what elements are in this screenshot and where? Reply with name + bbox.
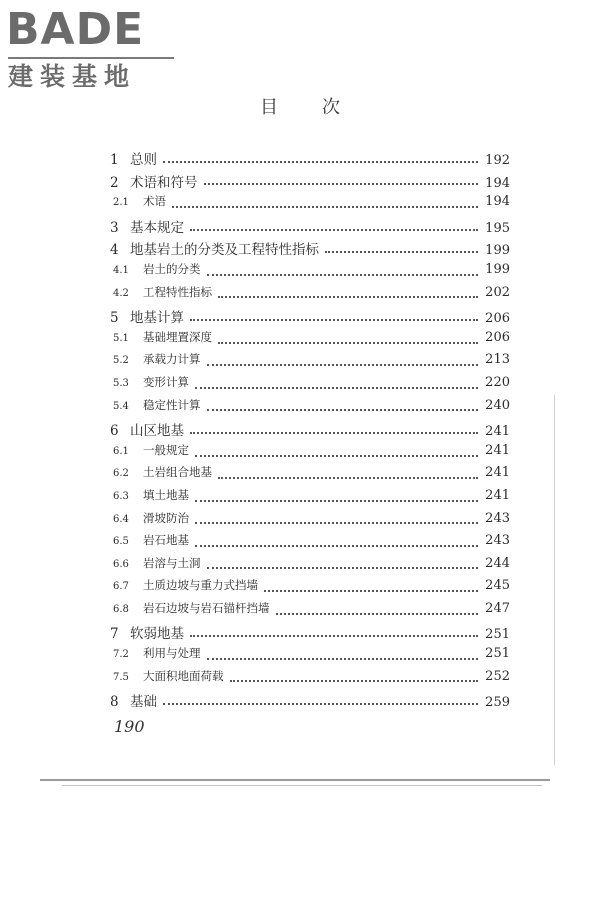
- toc-section-entry: [110, 487, 510, 510]
- toc-section-entry: [110, 261, 510, 284]
- logo-subtitle: 建装基地: [8, 62, 137, 91]
- toc-section-entry: [110, 668, 510, 691]
- toc-entry-title: 岩石地基: [143, 533, 189, 548]
- toc-entry-page: 213: [485, 352, 510, 368]
- toc-entry-page: 199: [485, 261, 510, 277]
- toc-entry-title: 大面积地面荷载: [143, 668, 224, 683]
- toc-dot-leader: [276, 612, 479, 615]
- toc-section-entry: [110, 351, 510, 374]
- toc-entry-title: 变形计算: [143, 374, 189, 389]
- toc-dot-leader: [195, 454, 478, 457]
- toc-dot-leader: [163, 702, 478, 705]
- toc-section-entry: [110, 532, 510, 555]
- toc-dot-leader: [207, 408, 479, 411]
- toc-entry-page: 241: [485, 442, 510, 458]
- toc-dot-leader: [207, 657, 479, 660]
- toc-section-entry: [110, 329, 510, 352]
- toc-dot-leader: [195, 386, 478, 389]
- toc-dot-leader: [218, 341, 478, 344]
- toc-chapter-entry: [110, 148, 510, 171]
- toc-chapter-entry: [110, 171, 510, 194]
- toc-entry-number: 4.1: [113, 264, 129, 276]
- toc-entry-page: 202: [485, 284, 510, 300]
- toc-section-entry: [110, 555, 510, 578]
- table-of-contents: [110, 148, 510, 713]
- toc-dot-leader: [264, 589, 478, 592]
- toc-section-entry: [110, 464, 510, 487]
- toc-dot-leader: [207, 363, 479, 366]
- toc-entry-page: 240: [485, 397, 510, 413]
- toc-entry-title: 承载力计算: [143, 352, 201, 367]
- toc-chapter-entry: [110, 238, 510, 261]
- toc-entry-number: 1: [110, 152, 119, 168]
- scan-bottom-rule: [40, 779, 550, 781]
- toc-entry-page: 194: [485, 194, 510, 210]
- toc-section-entry: [110, 442, 510, 465]
- toc-entry-number: 6: [110, 423, 119, 440]
- toc-section-entry: [110, 397, 510, 420]
- toc-entry-number: 6.4: [113, 513, 129, 525]
- page-number: 190: [114, 717, 145, 736]
- toc-entry-number: 6.1: [113, 445, 129, 457]
- toc-entry-number: 2: [110, 174, 119, 191]
- toc-section-entry: [110, 284, 510, 307]
- toc-entry-page: 195: [485, 220, 510, 236]
- toc-entry-title: 填土地基: [143, 487, 189, 502]
- toc-dot-leader: [172, 205, 478, 208]
- toc-section-entry: [110, 645, 510, 668]
- toc-entry-number: 8: [110, 694, 119, 711]
- page-title: 目次: [260, 97, 384, 118]
- toc-entry-number: 4: [110, 242, 119, 259]
- toc-section-entry: [110, 510, 510, 533]
- toc-entry-page: 243: [485, 533, 510, 549]
- toc-dot-leader: [195, 499, 478, 502]
- toc-entry-title: 土岩组合地基: [143, 465, 212, 480]
- toc-dot-leader: [195, 544, 478, 547]
- toc-section-entry: [110, 193, 510, 216]
- toc-entry-number: 6.6: [113, 558, 129, 570]
- toc-entry-page: 206: [485, 311, 510, 327]
- toc-entry-page: 192: [485, 153, 510, 168]
- scan-bottom-rule-faint: [62, 785, 542, 786]
- toc-entry-number: 5.1: [113, 332, 129, 344]
- toc-entry-title: 基础埋置深度: [143, 329, 212, 344]
- toc-entry-page: 259: [485, 695, 510, 711]
- toc-entry-number: 7: [110, 626, 119, 643]
- toc-entry-title: 利用与处理: [143, 646, 201, 661]
- toc-dot-leader: [204, 182, 479, 185]
- toc-entry-title: 山区地基: [130, 423, 184, 440]
- toc-entry-page: 241: [485, 465, 510, 481]
- toc-entry-title: 总则: [130, 152, 157, 168]
- toc-chapter-entry: [110, 419, 510, 442]
- toc-dot-leader: [190, 634, 478, 637]
- toc-chapter-entry: [110, 622, 510, 645]
- toc-entry-page: 247: [485, 600, 510, 616]
- toc-dot-leader: [163, 160, 478, 163]
- scan-edge-line: [554, 395, 555, 765]
- toc-dot-leader: [190, 431, 478, 434]
- toc-entry-page: 206: [485, 329, 510, 345]
- toc-entry-number: 6.2: [113, 468, 129, 480]
- toc-section-entry: [110, 600, 510, 623]
- toc-entry-page: 194: [485, 175, 510, 191]
- toc-entry-number: 7.2: [113, 649, 129, 661]
- toc-entry-page: 245: [485, 578, 510, 594]
- toc-entry-number: 4.2: [113, 287, 129, 299]
- toc-dot-leader: [195, 521, 478, 524]
- toc-entry-page: 243: [485, 510, 510, 526]
- toc-chapter-entry: [110, 690, 510, 713]
- toc-entry-title: 地基计算: [130, 310, 184, 327]
- toc-dot-leader: [230, 679, 479, 682]
- toc-dot-leader: [190, 228, 478, 231]
- toc-entry-title: 一般规定: [143, 442, 189, 457]
- bade-logo-watermark: [6, 4, 176, 96]
- toc-entry-title: 地基岩土的分类及工程特性指标: [130, 242, 319, 259]
- toc-chapter-entry: [110, 306, 510, 329]
- toc-entry-page: 241: [485, 487, 510, 503]
- toc-entry-number: 6.8: [113, 603, 129, 615]
- toc-entry-title: 术语: [143, 194, 166, 209]
- toc-entry-number: 5: [110, 310, 119, 327]
- toc-entry-title: 岩土的分类: [143, 261, 201, 276]
- toc-entry-number: 5.4: [113, 400, 129, 412]
- toc-section-entry: [110, 577, 510, 600]
- toc-entry-page: 252: [485, 668, 510, 684]
- toc-entry-title: 基础: [130, 694, 157, 711]
- toc-entry-title: 稳定性计算: [143, 397, 201, 412]
- toc-entry-number: 6.5: [113, 536, 129, 548]
- toc-entry-number: 5.2: [113, 355, 129, 367]
- toc-entry-title: 土质边坡与重力式挡墙: [143, 578, 258, 593]
- toc-entry-page: 244: [485, 555, 510, 571]
- toc-dot-leader: [190, 318, 478, 321]
- toc-entry-number: 7.5: [113, 671, 129, 683]
- toc-entry-number: 6.7: [113, 581, 129, 593]
- toc-entry-title: 岩石边坡与岩石锚杆挡墙: [143, 600, 270, 615]
- logo-wordmark: BADE: [6, 4, 145, 55]
- toc-entry-title: 滑坡防治: [143, 510, 189, 525]
- toc-chapter-entry: [110, 216, 510, 239]
- toc-section-entry: [110, 374, 510, 397]
- toc-entry-title: 软弱地基: [130, 626, 184, 643]
- toc-entry-title: 工程特性指标: [143, 284, 212, 299]
- toc-entry-number: 3: [110, 219, 119, 236]
- toc-entry-number: 2.1: [113, 197, 129, 209]
- toc-dot-leader: [218, 295, 478, 298]
- toc-dot-leader: [207, 566, 479, 569]
- toc-entry-page: 220: [485, 374, 510, 390]
- toc-dot-leader: [218, 476, 478, 479]
- toc-entry-number: 6.3: [113, 490, 129, 502]
- toc-entry-title: 基本规定: [130, 219, 184, 236]
- toc-entry-page: 251: [485, 646, 510, 662]
- toc-entry-page: 199: [485, 243, 510, 259]
- toc-entry-page: 251: [485, 627, 510, 643]
- logo-divider: [8, 57, 174, 59]
- toc-entry-title: 岩溶与土洞: [143, 555, 201, 570]
- toc-dot-leader: [207, 273, 479, 276]
- toc-entry-number: 5.3: [113, 377, 129, 389]
- toc-entry-page: 241: [485, 424, 510, 440]
- toc-entry-title: 术语和符号: [130, 174, 198, 191]
- toc-dot-leader: [325, 250, 478, 253]
